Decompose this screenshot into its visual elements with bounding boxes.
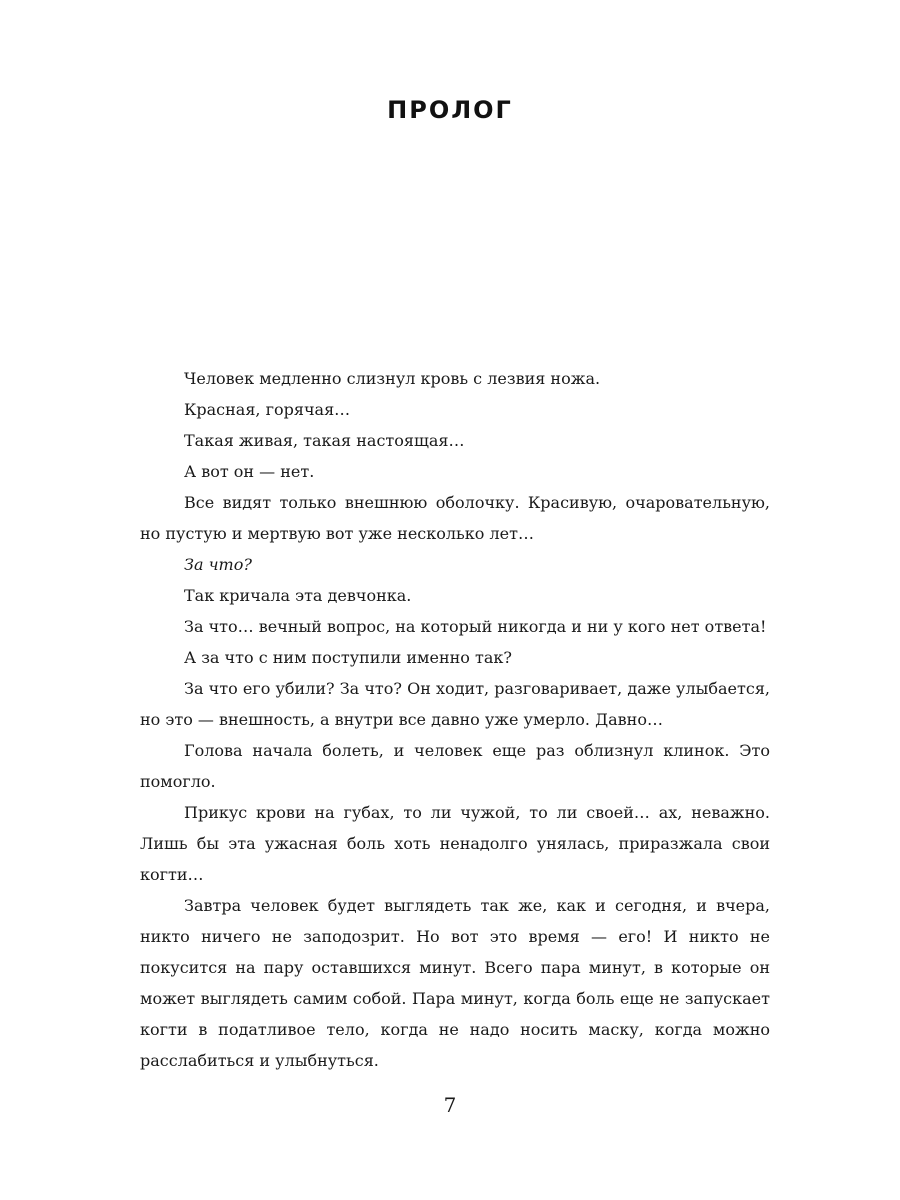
paragraph: За что его убили? За что? Он ходит, разговаривает, даже улыбается, но это — внешность, а внутри все давно уже умерло. Давно… [140,679,770,729]
chapter-body [140,363,770,1076]
paragraph: А вот он — нет. [184,462,315,481]
paragraph: Голова начала болеть, и человек еще раз облизнул клинок. Это помогло. [140,741,770,791]
paragraph: Человек медленно слизнул кровь с лезвия ножа. [184,369,601,388]
paragraph: А за что с ним поступили именно так? [184,648,512,667]
paragraph: Такая живая, такая настоящая… [184,431,465,450]
page-number: 7 [443,1093,457,1117]
paragraph: За что… вечный вопрос, на который никогда и ни у кого нет ответа! [184,617,767,636]
chapter-title: ПРОЛОГ [387,96,513,124]
paragraph: Красная, горячая… [184,400,351,419]
paragraph: Завтра человек будет выглядеть так же, как и сегодня, и вчера, никто ничего не заподозрит. Но вот это время — его! И никто не покусится на пару оставшихся минут. Всего пара минут, в которые он может выглядеть самим собой. Пара минут, когда боль еще не запускает когти в податливое тело, когда не надо носить маску, когда можно расслабиться и улыбнуться. [140,896,770,1070]
paragraph: Прикус крови на губах, то ли чужой, то ли своей… ах, неважно. Лишь бы эта ужасная боль хоть ненадолго унялась, приразжала свои когти… [140,803,770,884]
paragraph: Так кричала эта девчонка. [184,586,412,605]
paragraph-italic: За что? [184,555,252,574]
paragraph: Все видят только внешнюю оболочку. Красивую, очаровательную, но пустую и мертвую вот уже несколько лет… [140,493,770,543]
